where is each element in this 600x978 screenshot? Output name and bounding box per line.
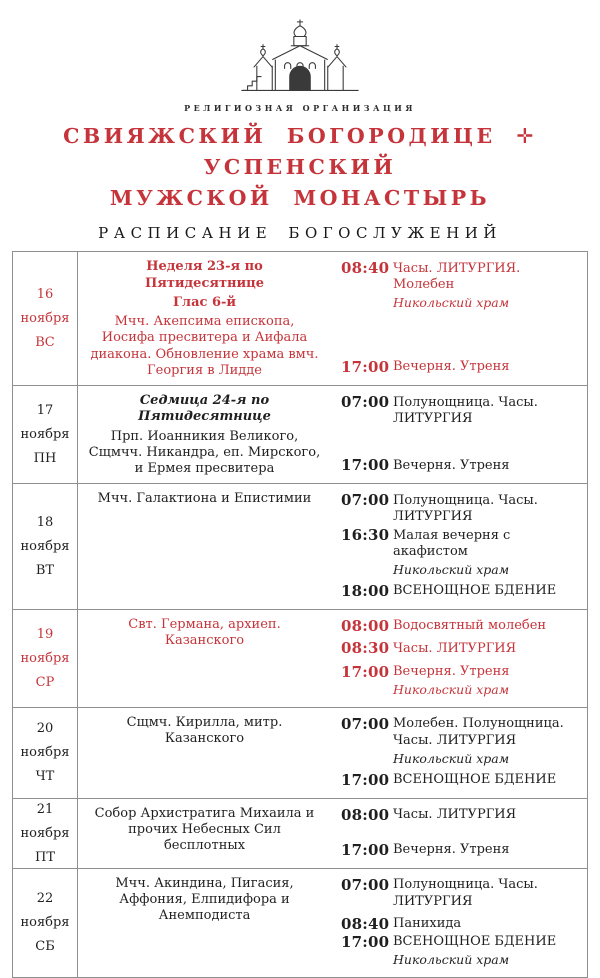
service-entry bbox=[341, 663, 583, 698]
service-entry bbox=[341, 915, 583, 933]
service-time: 07:00 bbox=[341, 875, 390, 894]
service-group bbox=[341, 806, 583, 824]
service-label: Вечерня. Утреня bbox=[393, 359, 510, 375]
service-group bbox=[341, 358, 583, 376]
church-icon bbox=[205, 18, 395, 92]
date-cell bbox=[13, 386, 78, 483]
service-group bbox=[341, 715, 583, 767]
description-line: Мчч. Акепсима епископа, Иосифа пресвитера и Аифала диакона. Обновление храма вмч. Георгия в Лидде bbox=[90, 314, 319, 378]
service-entry bbox=[341, 771, 583, 789]
description-cell bbox=[78, 484, 331, 609]
month-label: ноября bbox=[20, 427, 70, 443]
service-group bbox=[341, 259, 583, 311]
service-label: Полунощница. Часы. ЛИТУРГИЯ bbox=[393, 394, 538, 427]
table-row bbox=[13, 252, 587, 386]
month-label: ноября bbox=[20, 311, 70, 327]
description-line: Мчч. Акиндина, Пигасия, Аффония, Елпидифора и Анемподиста bbox=[115, 875, 294, 924]
service-label: Водосвятный молебен bbox=[393, 618, 547, 634]
service-time: 08:40 bbox=[341, 259, 390, 278]
day-number: 22 bbox=[36, 891, 54, 907]
service-entry bbox=[341, 617, 583, 635]
service-label: Часы. ЛИТУРГИЯ. Молебен Никольский храм bbox=[393, 259, 583, 311]
service-venue-note: Никольский храм bbox=[393, 951, 510, 967]
service-label: Панихида bbox=[393, 916, 462, 932]
day-number: 18 bbox=[36, 515, 54, 531]
date-cell bbox=[13, 484, 78, 609]
service-label: Вечерня. Утреня Никольский храм bbox=[393, 664, 510, 697]
service-label: Малая вечерня с акафистом Никольский храм bbox=[393, 526, 583, 578]
service-label: Вечерня. Утреня bbox=[393, 842, 510, 858]
service-entry bbox=[341, 876, 583, 911]
service-time: 16:30 bbox=[341, 526, 390, 544]
services-cell bbox=[331, 708, 587, 798]
day-number: 21 bbox=[36, 801, 54, 817]
monastery-title-line1: СВИЯЖСКИЙ БОГОРОДИЦЕ ✛ УСПЕНСКИЙ bbox=[63, 124, 537, 179]
table-row bbox=[13, 484, 587, 610]
services-cell bbox=[331, 869, 587, 977]
weekday-label: ПН bbox=[33, 451, 57, 467]
service-group bbox=[341, 663, 583, 698]
service-entry bbox=[341, 582, 583, 600]
description-line: Глас 6-й bbox=[172, 294, 237, 310]
day-number: 16 bbox=[36, 287, 54, 303]
service-label: Полунощница. Часы. ЛИТУРГИЯ bbox=[393, 877, 538, 909]
service-entry bbox=[341, 491, 583, 526]
description-line: Прп. Иоанникия Великого, Сщмчч. Никандра, еп. Мирского, и Ермея пресвитера bbox=[88, 428, 321, 476]
monastery-title-line2: МУЖСКОЙ МОНАСТЫРЬ bbox=[109, 185, 491, 210]
description-line: Свт. Германа, архиеп. Казанского bbox=[128, 616, 281, 649]
service-label: ВСЕНОЩНОЕ БДЕНИЕ Никольский храм bbox=[393, 934, 557, 967]
weekday-label: СР bbox=[35, 674, 55, 690]
month-label: ноября bbox=[20, 915, 70, 931]
date-cell bbox=[13, 869, 78, 977]
service-label: ВСЕНОЩНОЕ БДЕНИЕ bbox=[393, 583, 557, 599]
description-line: Седмица 24-я по Пятидесятнице bbox=[138, 393, 271, 425]
service-group bbox=[341, 526, 583, 600]
service-label: Молебен. Полунощница. Часы. ЛИТУРГИЯ Никольский храм bbox=[393, 715, 583, 767]
service-time: 17:00 bbox=[341, 932, 390, 951]
service-entry bbox=[341, 526, 583, 578]
service-venue-note: Никольский храм bbox=[393, 750, 510, 766]
monastery-title bbox=[0, 121, 600, 213]
service-entry bbox=[341, 715, 583, 767]
weekday-label: ЧТ bbox=[35, 769, 55, 785]
month-label: ноября bbox=[20, 825, 70, 841]
table-row bbox=[13, 799, 587, 869]
service-time: 07:00 bbox=[341, 491, 390, 510]
service-entry bbox=[341, 806, 583, 824]
table-row bbox=[13, 869, 587, 977]
services-cell bbox=[331, 484, 587, 609]
service-entry bbox=[341, 933, 583, 968]
service-time: 18:00 bbox=[341, 581, 390, 600]
service-time: 08:30 bbox=[341, 639, 390, 657]
description-cell bbox=[78, 799, 331, 868]
service-entry bbox=[341, 393, 583, 428]
service-entry bbox=[341, 358, 583, 376]
service-group bbox=[341, 491, 583, 526]
service-time: 07:00 bbox=[341, 714, 390, 733]
service-entry bbox=[341, 639, 583, 657]
description-cell bbox=[78, 869, 331, 977]
service-group bbox=[341, 841, 583, 859]
service-time: 17:00 bbox=[341, 840, 390, 859]
schedule-title: РАСПИСАНИЕ БОГОСЛУЖЕНИЙ bbox=[98, 224, 502, 243]
services-cell bbox=[331, 799, 587, 868]
service-time: 07:00 bbox=[341, 393, 390, 411]
service-time: 17:00 bbox=[341, 456, 390, 475]
service-time: 08:40 bbox=[341, 914, 390, 933]
service-time: 08:00 bbox=[341, 616, 390, 635]
day-number: 17 bbox=[36, 403, 54, 419]
org-label: РЕЛИГИОЗНАЯ ОРГАНИЗАЦИЯ bbox=[184, 103, 416, 113]
description-cell bbox=[78, 252, 331, 385]
service-group bbox=[341, 456, 583, 474]
weekday-label: СБ bbox=[35, 939, 55, 955]
service-time: 17:00 bbox=[341, 357, 390, 376]
table-row bbox=[13, 610, 587, 708]
service-label: Полунощница. Часы. ЛИТУРГИЯ bbox=[393, 492, 538, 525]
services-cell bbox=[331, 386, 587, 483]
date-cell bbox=[13, 708, 78, 798]
services-cell bbox=[331, 610, 587, 707]
service-venue-note: Никольский храм bbox=[393, 295, 510, 310]
date-cell bbox=[13, 610, 78, 707]
month-label: ноября bbox=[20, 650, 70, 666]
description-line: Мчч. Галактиона и Епистимии bbox=[97, 491, 312, 507]
services-cell bbox=[331, 252, 587, 385]
service-label: Часы. ЛИТУРГИЯ bbox=[393, 807, 517, 823]
service-venue-note: Никольский храм bbox=[393, 561, 510, 577]
month-label: ноября bbox=[20, 745, 70, 761]
description-cell bbox=[78, 386, 331, 483]
table-row bbox=[13, 708, 587, 799]
service-label: ВСЕНОЩНОЕ БДЕНИЕ bbox=[393, 772, 557, 788]
service-group bbox=[341, 876, 583, 933]
date-cell bbox=[13, 252, 78, 385]
day-number: 20 bbox=[36, 721, 54, 737]
description-cell bbox=[78, 610, 331, 707]
description-line: Неделя 23-я по Пятидесятнице bbox=[144, 259, 265, 291]
schedule-table bbox=[12, 251, 588, 978]
table-row bbox=[13, 386, 587, 484]
weekday-label: ВС bbox=[35, 335, 55, 351]
weekday-label: ВТ bbox=[35, 563, 55, 579]
service-label: Часы. ЛИТУРГИЯ bbox=[393, 640, 517, 656]
service-entry bbox=[341, 456, 583, 474]
service-group bbox=[341, 617, 583, 657]
service-group bbox=[341, 393, 583, 428]
date-cell bbox=[13, 799, 78, 868]
description-cell bbox=[78, 708, 331, 798]
service-time: 17:00 bbox=[341, 662, 390, 681]
day-number: 19 bbox=[36, 626, 54, 642]
service-time: 17:00 bbox=[341, 770, 390, 789]
month-label: ноября bbox=[20, 539, 70, 555]
weekday-label: ПТ bbox=[34, 849, 55, 865]
service-group bbox=[341, 933, 583, 968]
description-line: Сщмч. Кирилла, митр. Казанского bbox=[126, 714, 283, 747]
monastery-logo bbox=[0, 0, 600, 113]
service-entry bbox=[341, 259, 583, 311]
service-label: Вечерня. Утреня bbox=[393, 457, 510, 473]
service-venue-note: Никольский храм bbox=[393, 681, 510, 697]
description-line: Собор Архистратига Михаила и прочих Небесных Сил бесплотных bbox=[94, 805, 315, 854]
service-group bbox=[341, 771, 583, 789]
service-time: 08:00 bbox=[341, 805, 390, 824]
service-entry bbox=[341, 841, 583, 859]
